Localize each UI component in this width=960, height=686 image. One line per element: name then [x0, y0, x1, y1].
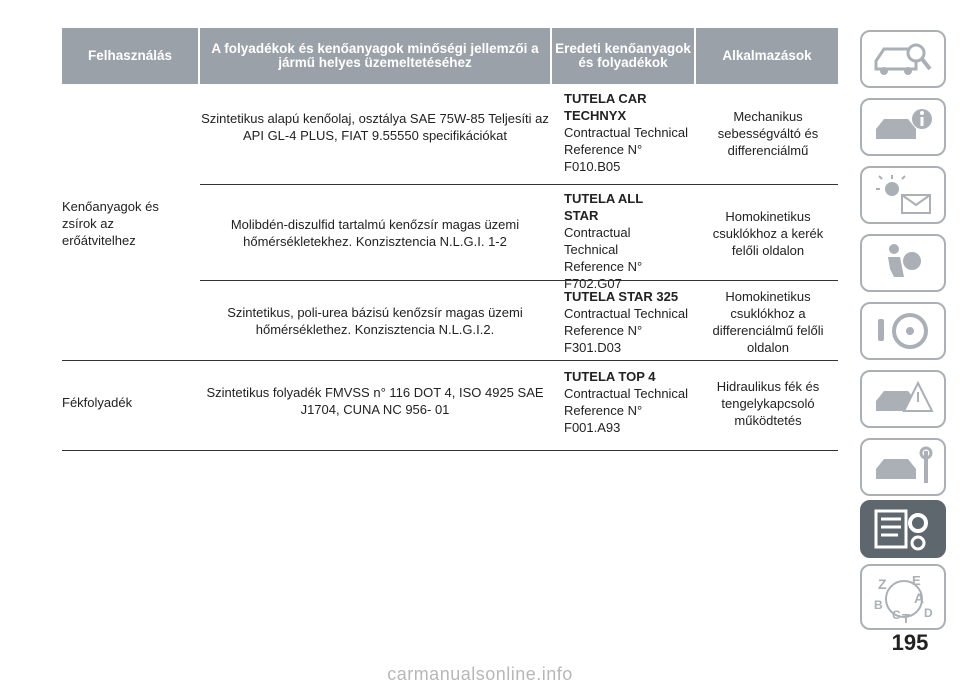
warning-lights-icon	[868, 171, 938, 219]
quality-text: Szintetikus folyadék FMVSS n° 116 DOT 4, ISO 4925 SAE J1704, CUNA NC 956- 01	[206, 385, 544, 417]
car-wrench-icon	[868, 443, 938, 491]
index-letter: T	[902, 611, 910, 625]
table-row	[62, 368, 838, 448]
product-ref: Contractual Technical Reference N° F001.A93	[564, 386, 689, 435]
chapter-tab-car-warning[interactable]	[860, 370, 946, 428]
row-divider	[62, 360, 838, 361]
alphabet-index-icon	[868, 569, 938, 625]
quality-text: Molibdén-diszulfid tartalmú kenőzsír magas üzemi hőmérsékletekhez. Konzisztencia N.L.G.I. 1-2	[230, 217, 520, 249]
product-name: TUTELA TOP 4	[564, 369, 656, 384]
table-row	[62, 188, 838, 291]
table-row	[62, 88, 838, 184]
product-cell	[564, 288, 694, 356]
application-text: Homokinetikus csuklókhoz a kerék felőli oldalon	[712, 209, 824, 258]
product-name: TUTELA CAR TECHNYX	[564, 91, 647, 123]
row-divider	[62, 450, 838, 451]
product-cell	[564, 90, 694, 175]
table-row	[62, 286, 838, 358]
header-quality-label: A folyadékok és kenőanyagok minőségi jellemzői a jármű helyes üzemeltetéséhez	[211, 41, 539, 70]
header-quality	[200, 28, 550, 84]
row-divider	[200, 280, 838, 281]
chapter-tab-index[interactable]	[860, 564, 946, 630]
quality-text: Szintetikus alapú kenőolaj, osztálya SAE 75W-85 Teljesíti az API GL-4 PLUS, FIAT 9.55550 specifikációkat	[201, 111, 549, 143]
application-text: Mechanikus sebességváltó és differenciálmű	[717, 109, 819, 158]
chapter-tab-warning-lights[interactable]	[860, 166, 946, 224]
product-ref: Contractual Technical Reference N° F010.B05	[564, 125, 689, 174]
steering-wheel-key-icon	[868, 307, 938, 355]
car-warning-icon	[868, 375, 938, 423]
use-text: Fékfolyadék	[62, 395, 133, 410]
airbag-safety-icon	[868, 239, 938, 287]
row-divider	[200, 184, 838, 185]
header-product	[552, 28, 694, 84]
chapter-tab-car-search[interactable]	[860, 30, 946, 88]
index-letter: D	[924, 606, 933, 620]
page-number: 195	[891, 630, 929, 655]
header-use	[62, 28, 198, 84]
product-cell	[564, 190, 674, 292]
chapter-tab-car-info[interactable]	[860, 98, 946, 156]
car-search-icon	[868, 35, 938, 83]
quality-text: Szintetikus, poli-urea bázisú kenőzsír magas üzemi hőmérséklethez. Konzisztencia N.L.G.I.2.	[227, 305, 523, 337]
group-label: Kenőanyagok és zsírok az erőátvitelhez	[62, 199, 159, 248]
chapter-tab-car-wrench[interactable]	[860, 438, 946, 496]
application-text: Hidraulikus fék és tengelykapcsoló működtetés	[716, 379, 820, 428]
index-letter: B	[874, 598, 883, 612]
product-cell	[564, 368, 694, 436]
index-letter: Z	[878, 576, 887, 592]
application-text: Homokinetikus csuklókhoz a differenciálmű felőli oldalon	[712, 289, 824, 355]
index-letter: C	[892, 608, 901, 622]
chapter-tab-airbag-safety[interactable]	[860, 234, 946, 292]
car-info-icon	[868, 103, 938, 151]
chapter-tab-steering-key[interactable]	[860, 302, 946, 360]
header-application-label: Alkalmazások	[722, 48, 812, 63]
index-letter: A	[914, 590, 925, 606]
header-use-label: Felhasználás	[87, 48, 173, 63]
product-name: TUTELA STAR 325	[564, 289, 679, 304]
header-product-label: Eredeti kenőanyagok és folyadékok	[555, 41, 691, 70]
product-ref: Contractual Technical Reference N° F301.D03	[564, 306, 689, 355]
watermark: carmanualsonline.info	[387, 664, 573, 684]
spec-sheet-gear-icon	[868, 505, 938, 553]
chapter-tab-technical-specs[interactable]	[860, 500, 946, 558]
index-letter: E	[912, 573, 921, 588]
product-name: TUTELA ALL STAR	[564, 191, 643, 223]
header-application	[696, 28, 838, 84]
product-ref: Contractual Technical Reference N° F702.G07	[564, 225, 643, 291]
